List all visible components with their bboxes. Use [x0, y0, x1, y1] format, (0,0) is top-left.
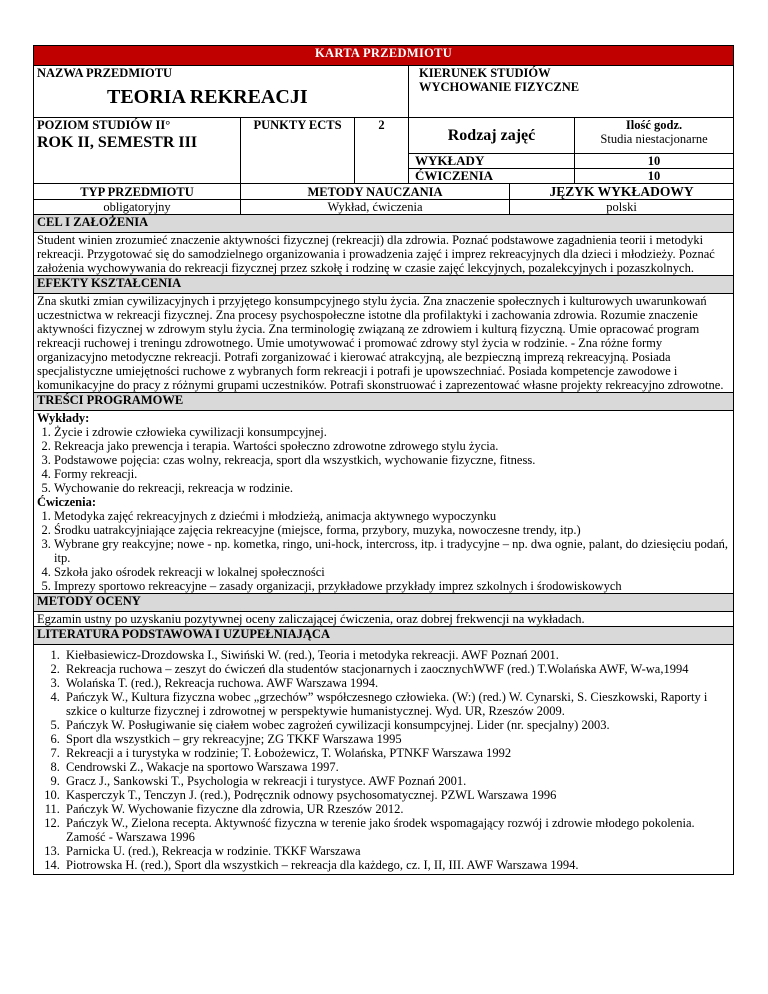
hours-label: Ilość godz. [625, 118, 683, 132]
exercise-hours: 10 [575, 169, 734, 184]
hours-cell [575, 118, 734, 154]
effects-title: EFEKTY KSZTAŁCENIA [34, 276, 734, 294]
exercise-label: ĆWICZENIA [409, 169, 575, 184]
list-item: 3. Podstawowe pojęcia: czas wolny, rekreacja, sport dla wszystkich, wychowanie fizyczne, fitness. [54, 453, 730, 467]
lecture-label: WYKŁADY [409, 154, 575, 169]
subject-cell [34, 66, 409, 118]
list-item: 4. Formy rekreacji. [54, 467, 730, 481]
list-item: 8. Cendrowski Z., Wakacje na sportowo Warszawa 1997. [63, 760, 730, 774]
list-item: 2. Środku uatrakcyjniające zajęcia rekreacyjne (miejsce, forma, przybory, muzyka, nowoczesne trendy, itp.) [54, 523, 730, 537]
list-item: 14. Piotrowska H. (red.), Sport dla wszystkich – rekreacja dla każdego, cz. I, II, III. AWF Warszawa 1994. [63, 858, 730, 872]
list-item: 1. Życie i zdrowie człowieka cywilizacji konsumpcyjnej. [54, 425, 730, 439]
literature-title: LITERATURA PODSTAWOWA I UZUPEŁNIAJĄCA [34, 627, 734, 645]
language-label: JĘZYK WYKŁADOWY [510, 184, 734, 200]
subject-name: TEORIA REKREACJI [107, 86, 308, 108]
list-item: 11. Pańczyk W. Wychowanie fizyczne dla zdrowia, UR Rzeszów 2012. [63, 802, 730, 816]
list-item: 4. Szkoła jako ośrodek rekreacji w lokalnej społeczności [54, 565, 730, 579]
goals-title: CEL I ZAŁOŻENIA [34, 215, 734, 233]
language-value: polski [510, 200, 734, 215]
list-item: 5. Wychowanie do rekreacji, rekreacja w rodzinie. [54, 481, 730, 495]
list-item: 10. Kasperczyk T., Tenczyn J. (red.), Podręcznik odnowy psychosomatycznej. PZWL Warszawa 1996 [63, 788, 730, 802]
list-item: 1. Metodyka zajęć rekreacyjnych z dziećmi i młodzieżą, animacja aktywnego wypoczynku [54, 509, 730, 523]
list-item: 5. Imprezy sportowo rekreacyjne – zasady organizacji, przykładowe przykłady imprez szkolnych i środowiskowych [54, 579, 730, 593]
card-header: KARTA PRZEDMIOTU [34, 46, 734, 66]
ects-value-cell [355, 118, 409, 184]
list-item: 6. Sport dla wszystkich – gry rekreacyjne; ZG TKKF Warszawa 1995 [63, 732, 730, 746]
list-item: 1. Kiełbasiewicz-Drozdowska I., Siwiński W. (red.), Teoria i metodyka rekreacji. AWF Poznań 2001. [63, 648, 730, 662]
class-type-label: Rodzaj zajęć [447, 126, 536, 144]
methods-value: Wykład, ćwiczenia [241, 200, 510, 215]
effects-text: Zna skutki zmian cywilizacyjnych i przyjętego konsumpcyjnego stylu życia. Zna znaczenie społecznych i kulturowych uwarunkowań uczestnictwa w rekreacji fizycznej. Zna procesy psychospołeczne istotne dla profilaktyki i zachowania zdrowia. Rozumie znaczenie aktywności fizycznej w zdrowym stylu życia. Zna terminologię związaną ze zdrowiem i kulturą fizyczną. Umie opracować program rekreacji ruchowej i treningu zdrowotnego. Umie umotywować i promować zdrowy styl życia w rodzinie. - Zna różne formy organizacyjno metodyczne rekreacji. Potrafi zorganizować i kierować atrakcyjną, ale bezpieczną imprezą rekreacyjną. Posiada specjalistyczne umiejętności ruchowe z wybranych form rekreacji i potrafi je upowszechniać. Posiada kompetencje zawodowe i komunikacyjne do pracy z różnymi grupami uczestników. Potrafi skonstruować i zaprezentować własne projekty rekreacyjno zdrowotne. [34, 294, 734, 393]
exercises-list [37, 509, 730, 593]
list-item: 5. Pańczyk W. Posługiwanie się ciałem wobec zagrożeń cywilizacji konsumpcyjnej. Lider (nr. specjalny) 2003. [63, 718, 730, 732]
list-item: 4. Pańczyk W., Kultura fizyczna wobec „grzechów” współczesnego człowieka. (W:) (red.) W. Cynarski, S. Cieszkowski, Raporty i szkice o kulturze fizycznej i zdrowotnej w perspektywie humanistycznej. Wyd. UR, Rzeszów 2009. [63, 690, 730, 718]
subject-type-value: obligatoryjny [34, 200, 241, 215]
methods-label: METODY NAUCZANIA [241, 184, 510, 200]
content-body [34, 411, 734, 594]
course-card [33, 45, 733, 875]
course-card-table [33, 45, 734, 875]
field-value: WYCHOWANIE FIZYCZNE [419, 80, 580, 94]
literature-list [37, 648, 730, 872]
ects-value: 2 [378, 118, 385, 132]
list-item: 9. Gracz J., Sankowski T., Psychologia w rekreacji i turystyce. AWF Poznań 2001. [63, 774, 730, 788]
list-item: 2. Rekreacja jako prewencja i terapia. Wartości społeczno zdrowotne zdrowego stylu życia. [54, 439, 730, 453]
list-item: 12. Pańczyk W., Zielona recepta. Aktywność fizyczna w terenie jako środek wspomagający rozwój i zdrowie młodego pokolenia. Zamość - Warszawa 1996 [63, 816, 730, 844]
study-mode: Studia niestacjonarne [600, 132, 708, 146]
lectures-list [37, 425, 730, 495]
class-type-cell [409, 118, 575, 154]
content-title: TREŚCI PROGRAMOWE [34, 393, 734, 411]
list-item: 7. Rekreacji a i turystyka w rodzinie; T. Łobożewicz, T. Wolańska, PTNKF Warszawa 1992 [63, 746, 730, 760]
ects-label-cell [241, 118, 355, 184]
assessment-text: Egzamin ustny po uzyskaniu pozytywnej oceny zaliczającej ćwiczenia, oraz dobrej frekwencji na wykładach. [34, 612, 734, 627]
exercises-heading: Ćwiczenia: [37, 495, 97, 509]
year-semester: ROK II, SEMESTR III [37, 134, 198, 151]
list-item: 3. Wybrane gry reakcyjne; nowe - np. kometka, ringo, uni-hock, intercross, itp. i tradycyjne – np. dwa ognie, palant, do dziesięciu podań, itp. [54, 537, 730, 565]
list-item: 13. Parnicka U. (red.), Rekreacja w rodzinie. TKKF Warszawa [63, 844, 730, 858]
list-item: 3. Wolańska T. (red.), Rekreacja ruchowa. AWF Warszawa 1994. [63, 676, 730, 690]
lecture-hours: 10 [575, 154, 734, 169]
list-item: 2. Rekreacja ruchowa – zeszyt do ćwiczeń dla studentów stacjonarnych i zaocznychWWF (red.) T.Wolańska AWF, W-wa,1994 [63, 662, 730, 676]
goals-text: Student winien zrozumieć znaczenie aktywności fizycznej (rekreacji) dla zdrowia. Poznać podstawowe zagadnienia teorii i metodyki rekreacji. Przygotować się do samodzielnego organizowania i prowadzenia zajęć i imprez rekreacyjnych dla dzieci i młodzieży. Poznać założenia wychowywania do rekreacji fizycznej przez szkołę i rodzinę w czasie zajęć lekcyjnych, pozalekcyjnych i pozaszkolnych. [34, 233, 734, 276]
lectures-heading: Wykłady: [37, 411, 90, 425]
field-label: KIERUNEK STUDIÓW [419, 66, 551, 80]
assessment-title: METODY OCENY [34, 594, 734, 612]
ects-label: PUNKTY ECTS [253, 118, 342, 132]
level-cell [34, 118, 241, 184]
literature-body [34, 645, 734, 875]
subject-type-label: TYP PRZEDMIOTU [34, 184, 241, 200]
level-label: POZIOM STUDIÓW II° [37, 118, 171, 132]
subject-label: NAZWA PRZEDMIOTU [37, 66, 173, 80]
field-cell [409, 66, 734, 118]
